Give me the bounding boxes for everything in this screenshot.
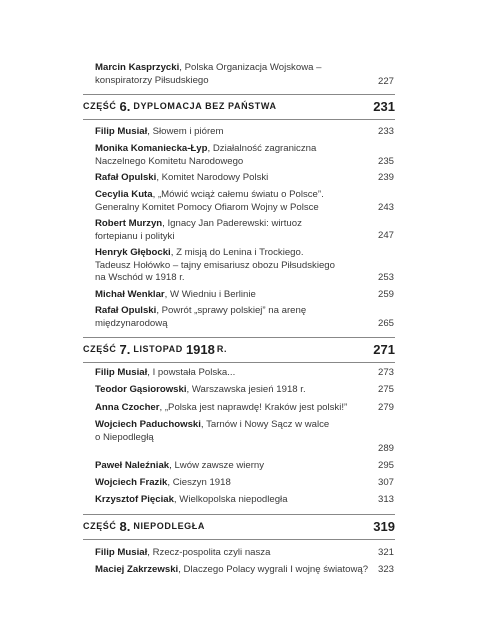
entry-title-line: Z misją do Lenina i Trockiego. [176, 247, 304, 258]
entry-author: Krzysztof Pięciak [95, 494, 174, 505]
toc-entry: Filip Musiał, Rzecz-pospolita czyli nasza [95, 547, 271, 558]
entry-page-number: 259 [377, 289, 394, 300]
section-title: DYPLOMACJA BEZ PAŃSTWA [133, 101, 277, 111]
section-page-number: 319 [373, 518, 395, 534]
entry-author: Monika Komaniecka-Łyp [95, 143, 208, 154]
entry-author: Wojciech Frazik [95, 477, 168, 488]
entry-title-line: Cieszyn 1918 [172, 477, 231, 488]
entry-title-line: międzynarodową [95, 317, 168, 329]
toc-entry: Filip Musiał, Słowem i piórem [95, 126, 224, 137]
entry-page-number: 273 [377, 367, 394, 378]
entry-page-number: 289 [377, 443, 394, 454]
section-number: 8. [119, 518, 131, 534]
entry-author: Marcin Kasprzycki [95, 62, 180, 73]
section-heading [83, 516, 395, 536]
toc-entry: Monika Komaniecka-Łyp, Działalność zagraniczna Naczelnego Komitetu Narodowego [95, 143, 317, 167]
entry-author: Filip Musiał [95, 367, 148, 378]
section-bottom-rule [83, 539, 395, 540]
entry-title-line: W Wiedniu i Berlinie [170, 289, 256, 300]
section-number: 6. [119, 98, 131, 114]
entry-title-line: „Mówić wciąż całemu światu o Polsce”. [157, 189, 324, 200]
toc-entry: Wojciech Paduchowski, Tarnów i Nowy Sącz w walce o Niepodległą [95, 419, 330, 443]
section-label: CZĘŚĆ [83, 344, 117, 354]
entry-page-number: 233 [377, 126, 394, 137]
entry-page-number: 295 [377, 460, 394, 471]
toc-entry: Krzysztof Pięciak, Wielkopolska niepodległa [95, 494, 288, 505]
entry-page-number: 227 [377, 76, 394, 87]
entry-author: Henryk Głębocki [95, 247, 171, 258]
entry-author: Cecylia Kuta [95, 189, 153, 200]
toc-entry: Marcin Kasprzycki, Polska Organizacja Wojskowa – konspiratorzy Piłsudskiego [95, 62, 322, 86]
section-page-number: 271 [373, 341, 395, 357]
toc-entry: Wojciech Frazik, Cieszyn 1918 [95, 477, 231, 488]
entry-page-number: 279 [377, 402, 394, 413]
entry-title-line: Tarnów i Nowy Sącz w walce [206, 419, 330, 430]
entry-author: Filip Musiał [95, 126, 148, 137]
entry-title-line: Dlaczego Polacy wygrali I wojnę światową? [183, 564, 369, 575]
entry-title-line: Komitet Narodowy Polski [161, 172, 269, 183]
entry-title-line: Powrót „sprawy polskiej” na arenę [161, 305, 307, 316]
toc-entry: Robert Murzyn, Ignacy Jan Paderewski: wirtuoz fortepianu i polityki [95, 218, 302, 242]
toc-entry: Rafał Opulski, Komitet Narodowy Polski [95, 172, 269, 183]
entry-title-line: o Niepodległą [95, 431, 154, 443]
entry-page-number: 321 [377, 547, 394, 558]
entry-title-line: Rzecz-pospolita czyli nasza [152, 547, 271, 558]
section-year: 1918 [185, 341, 215, 357]
toc-entry: Cecylia Kuta, „Mówić wciąż całemu światu o Polsce”. Generalny Komitet Pomocy Ofiarom Wojny w Polsce [95, 189, 324, 213]
section-label: CZĘŚĆ [83, 101, 117, 111]
entry-page-number: 253 [377, 272, 394, 283]
entry-author: Rafał Opulski [95, 172, 157, 183]
toc-entry: Paweł Naleźniak, Lwów zawsze wierny [95, 460, 265, 471]
toc-entry: Maciej Zakrzewski, Dlaczego Polacy wygrali I wojnę światową? [95, 564, 369, 575]
entry-title-line: Warszawska jesień 1918 r. [191, 384, 306, 395]
entry-author: Michał Wenklar [95, 289, 165, 300]
entry-author: Maciej Zakrzewski [95, 564, 179, 575]
entry-page-number: 239 [377, 172, 394, 183]
entry-page-number: 247 [377, 230, 394, 241]
toc-entry: Teodor Gąsiorowski, Warszawska jesień 1918 r. [95, 384, 306, 395]
section-bottom-rule [83, 362, 395, 363]
toc-entry: Henryk Głębocki, Z misją do Lenina i Trockiego. Tadeusz Hołówko – tajny emisariusz obozu Piłsudskiego na Wschód w 1918 r. [95, 247, 335, 283]
entry-title-line: Słowem i piórem [152, 126, 224, 137]
entry-page-number: 275 [377, 384, 394, 395]
section-label: CZĘŚĆ [83, 521, 117, 531]
section-heading [83, 96, 395, 116]
entry-title-line: „Polska jest naprawdę! Kraków jest polski!” [164, 402, 348, 413]
entry-author: Rafał Opulski [95, 305, 157, 316]
entry-title-line: Wielkopolska niepodległa [179, 494, 288, 505]
entry-title-line: Tadeusz Hołówko – tajny emisariusz obozu Piłsudskiego [95, 259, 335, 271]
entry-title-line: fortepianu i polityki [95, 230, 175, 242]
entry-title-line: Naczelnego Komitetu Narodowego [95, 155, 244, 167]
entry-title-line: Lwów zawsze wierny [174, 460, 265, 471]
section-page-number: 231 [373, 98, 395, 114]
entry-author: Wojciech Paduchowski [95, 419, 201, 430]
entry-page-number: 265 [377, 318, 394, 329]
entry-author: Paweł Naleźniak [95, 460, 170, 471]
entry-author: Robert Murzyn [95, 218, 163, 229]
section-title: LISTOPAD [133, 344, 183, 354]
entry-title-line: I powstała Polska... [152, 367, 236, 378]
entry-page-number: 323 [377, 564, 394, 575]
section-top-rule [83, 514, 395, 515]
entry-title-line: Ignacy Jan Paderewski: wirtuoz [167, 218, 302, 229]
toc-entry: Filip Musiał, I powstała Polska... [95, 367, 236, 378]
entry-page-number: 235 [377, 156, 394, 167]
entry-author: Teodor Gąsiorowski [95, 384, 187, 395]
entry-author: Anna Czocher [95, 402, 160, 413]
section-number: 7. [119, 341, 131, 357]
entry-title-line: na Wschód w 1918 r. [95, 272, 185, 283]
section-top-rule [83, 337, 395, 338]
section-top-rule [83, 94, 395, 95]
entry-title-line: Generalny Komitet Pomocy Ofiarom Wojny w Polsce [95, 201, 319, 213]
section-title-suffix: R. [216, 344, 228, 354]
entry-page-number: 313 [377, 494, 394, 505]
entry-page-number: 307 [377, 477, 394, 488]
entry-title-line: Działalność zagraniczna [212, 143, 317, 154]
section-bottom-rule [83, 119, 395, 120]
toc-entry: Rafał Opulski, Powrót „sprawy polskiej” na arenę międzynarodową [95, 305, 307, 329]
toc-entry: Anna Czocher, „Polska jest naprawdę! Kraków jest polski!” [95, 402, 348, 413]
entry-title-line: konspiratorzy Piłsudskiego [95, 74, 209, 86]
toc-entry: Michał Wenklar, W Wiedniu i Berlinie [95, 289, 256, 300]
entry-title-line: Polska Organizacja Wojskowa – [184, 62, 322, 73]
entry-author: Filip Musiał [95, 547, 148, 558]
section-heading [83, 339, 395, 359]
section-title: NIEPODLEGŁA [133, 521, 205, 531]
entry-page-number: 243 [377, 202, 394, 213]
